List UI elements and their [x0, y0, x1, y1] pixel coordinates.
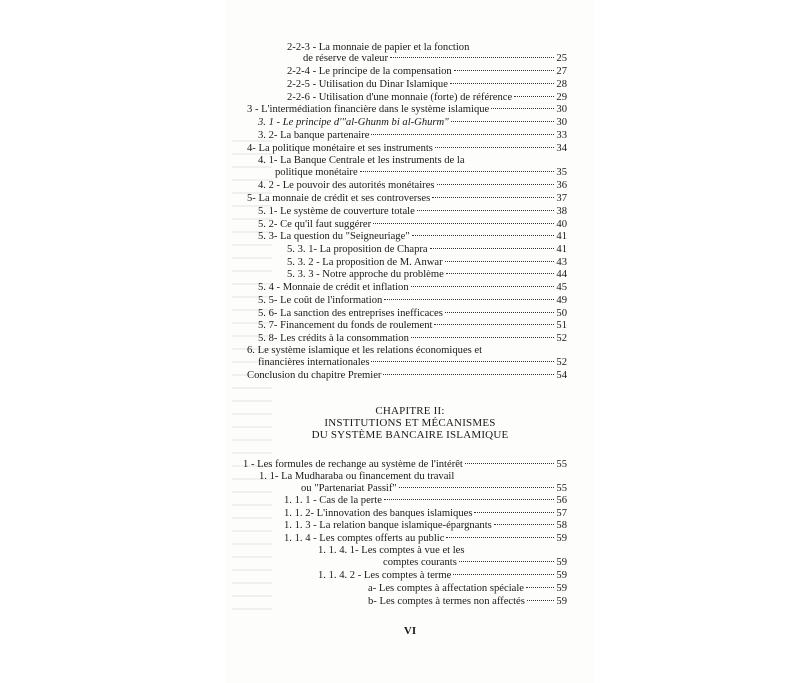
toc-entry: 5- La monnaie de crédit et ses controverses 37 [247, 193, 567, 204]
page-number: 29 [556, 92, 567, 103]
toc-entry: 1. 1. 4 - Les comptes offerts au public 59 [284, 533, 567, 544]
page-number: 33 [556, 130, 567, 141]
page-number: 38 [556, 206, 567, 217]
toc-entry: 5. 1- Le système de couverture totale 38 [258, 206, 567, 217]
page-number: 54 [556, 370, 567, 381]
toc-entry: 5. 7- Financement du fonds de roulement 51 [258, 320, 567, 331]
page-number: 35 [556, 167, 567, 178]
toc-entry: financières internationales 52 [258, 357, 567, 368]
page-number: 52 [556, 357, 567, 368]
toc-entry: 5. 3- La question du "Seigneuriage" 41 [258, 231, 567, 242]
toc-entry: 4. 2 - Le pouvoir des autorités monétaires 36 [258, 180, 567, 191]
toc-entry: 2-2-3 - La monnaie de papier et la fonction [287, 42, 470, 53]
page-number: 37 [556, 193, 567, 204]
page-number: 49 [556, 295, 567, 306]
page-number: 41 [556, 244, 567, 255]
toc-entry: 1. 1. 2- L'innovation des banques islamiques 57 [284, 508, 567, 519]
page-number: 28 [556, 79, 567, 90]
page-number: 30 [556, 104, 567, 115]
toc-entry: politique monétaire 35 [275, 167, 567, 178]
toc-entry: Conclusion du chapitre Premier 54 [247, 370, 567, 381]
page-number: 45 [556, 282, 567, 293]
toc-entry: 6. Le système islamique et les relations économiques et [247, 345, 483, 356]
toc-entry: 5. 6- La sanction des entreprises inefficaces 50 [258, 308, 567, 319]
toc-entry: 5. 5- Le coût de l'information 49 [258, 295, 567, 306]
page-number: 44 [556, 269, 567, 280]
page-number: 40 [556, 219, 567, 230]
page-number: 27 [556, 66, 567, 77]
toc-entry: ou "Partenariat Passif" 55 [301, 483, 567, 494]
toc-entry: 1. 1. 1 - Cas de la perte 56 [284, 495, 567, 506]
toc-entry: de réserve de valeur 25 [303, 53, 567, 64]
chapter-title: INSTITUTIONS ET MÉCANISMES [324, 417, 496, 429]
toc-entry: 2-2-4 - Le principe de la compensation 27 [287, 66, 567, 77]
toc-entry: 4. 1- La Banque Centrale et les instruments de la [258, 155, 465, 166]
chapter-label: CHAPITRE II: [375, 405, 445, 417]
toc-entry: 5. 3. 1- La proposition de Chapra 41 [287, 244, 567, 255]
page-number: 55 [556, 459, 567, 470]
page-number: 59 [556, 596, 567, 607]
toc-entry: 2-2-5 - Utilisation du Dinar Islamique 28 [287, 79, 567, 90]
toc-entry: 1. 1. 3 - La relation banque islamique-épargnants 58 [284, 520, 567, 531]
page-number: 59 [556, 533, 567, 544]
toc-entry: b- Les comptes à termes non affectés 59 [368, 596, 567, 607]
toc-entry: 5. 2- Ce qu'il faut suggérer 40 [258, 219, 567, 230]
page-number: 52 [556, 333, 567, 344]
page-number: 50 [556, 308, 567, 319]
chapter-title: DU SYSTÈME BANCAIRE ISLAMIQUE [311, 429, 509, 441]
toc-entry: 5. 3. 3 - Notre approche du problème 44 [287, 269, 567, 280]
page-number: 34 [556, 143, 567, 154]
page-number: 51 [556, 320, 567, 331]
page-number: 56 [556, 495, 567, 506]
toc-entry: a- Les comptes à affectation spéciale 59 [368, 583, 567, 594]
page-number: 59 [556, 557, 567, 568]
page-number: 25 [556, 53, 567, 64]
toc-entry: 1. 1- La Mudharaba ou financement du travail [259, 471, 455, 482]
toc-entry: 1 - Les formules de rechange au système de l'intérêt 55 [243, 459, 567, 470]
toc-entry: 5. 8- Les crédits à la consommation 52 [258, 333, 567, 344]
page-number: 59 [556, 583, 567, 594]
page-number: 43 [556, 257, 567, 268]
toc-entry: 5. 3. 2 - La proposition de M. Anwar 43 [287, 257, 567, 268]
toc-entry: 2-2-6 - Utilisation d'une monnaie (forte) de référence 29 [287, 92, 567, 103]
page-number: 55 [556, 483, 567, 494]
toc-entry: 5. 4 - Monnaie de crédit et inflation 45 [258, 282, 567, 293]
toc-entry: 3. 1 - Le principe d'"al-Ghunm bi al-Ghurm" 30 [258, 117, 567, 128]
page-number: 57 [556, 508, 567, 519]
toc-entry: 4- La politique monétaire et ses instruments 34 [247, 143, 567, 154]
page-footer-number: VI [403, 625, 417, 637]
toc-entry: 1. 1. 4. 1- Les comptes à vue et les [318, 545, 465, 556]
page-number: 41 [556, 231, 567, 242]
toc-entry: 1. 1. 4. 2 - Les comptes à terme 59 [318, 570, 567, 581]
page-number: 59 [556, 570, 567, 581]
page-number: 36 [556, 180, 567, 191]
toc-entry: 3. 2- La banque partenaire 33 [258, 130, 567, 141]
page-number: 30 [556, 117, 567, 128]
page-number: 58 [556, 520, 567, 531]
toc-entry: comptes courants 59 [383, 557, 567, 568]
toc-entry: 3 - L'intermédiation financière dans le système islamique 30 [247, 104, 567, 115]
